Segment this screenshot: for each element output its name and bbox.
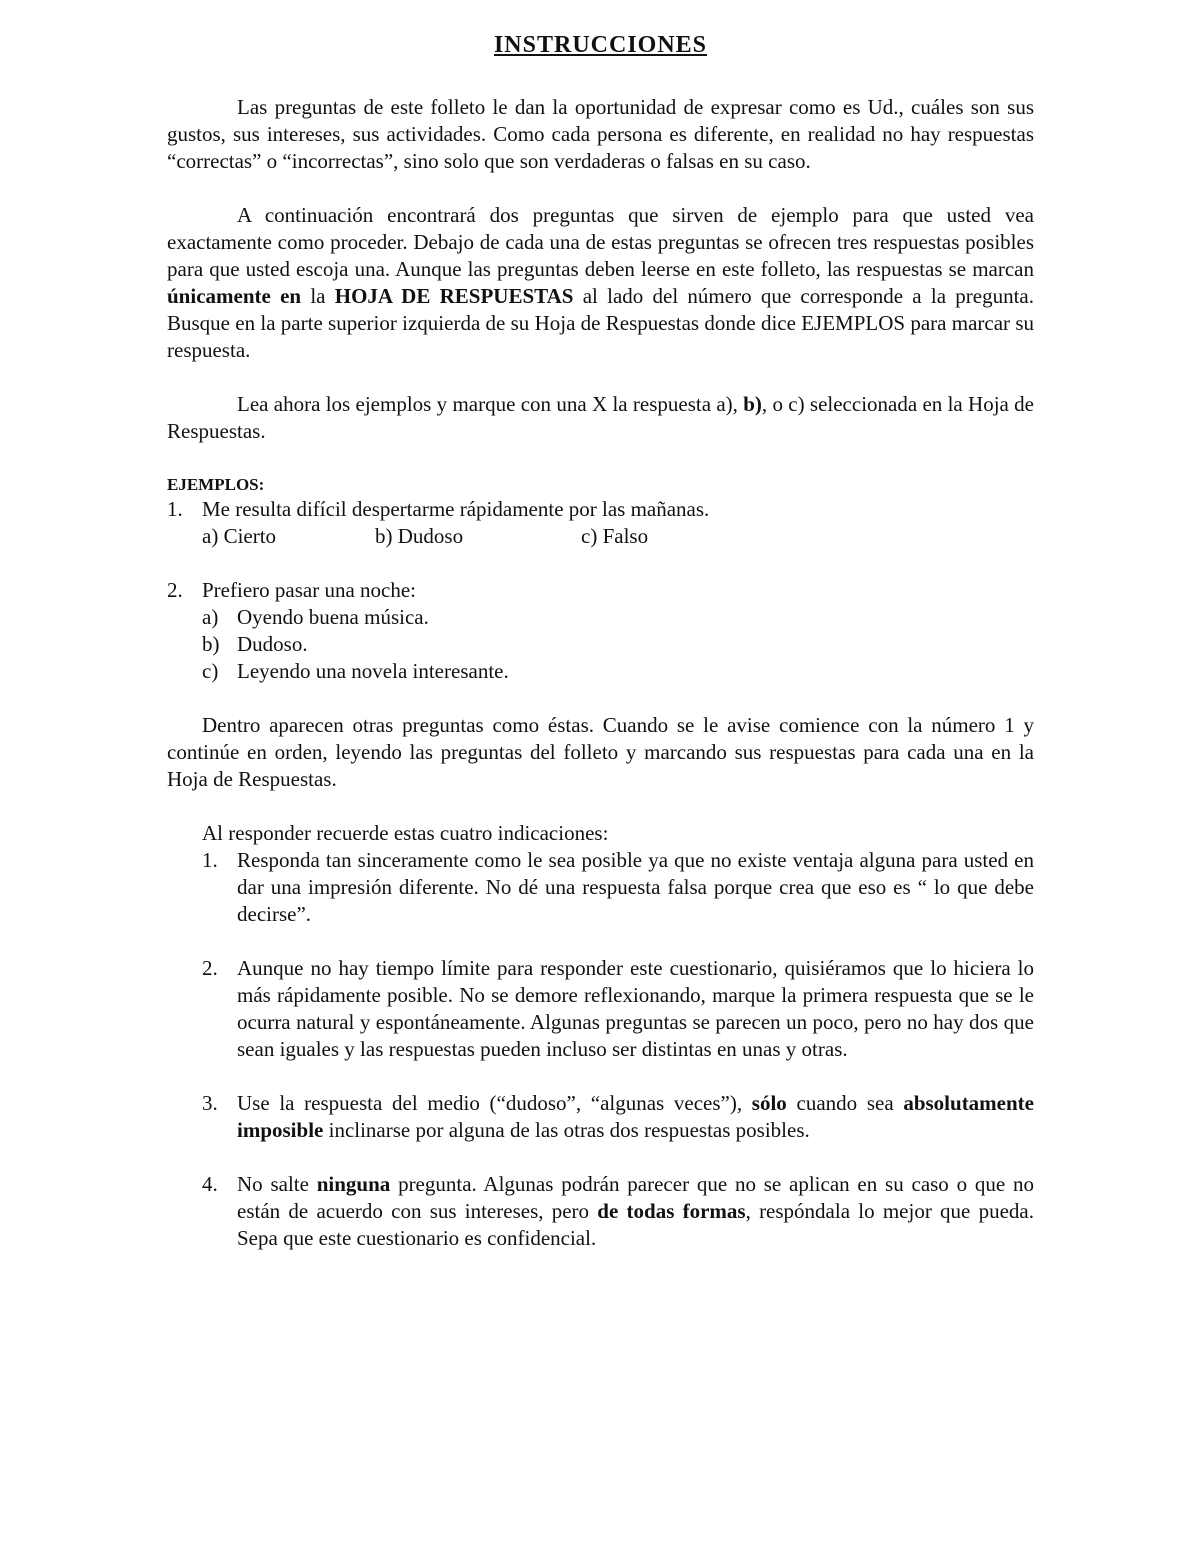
indications-list (167, 847, 1034, 1252)
indication-3-text-2: cuando sea (786, 1091, 904, 1115)
indication-3-bold-1: sólo (751, 1091, 787, 1115)
examples-heading: EJEMPLOS: (167, 475, 265, 494)
indication-4-bold-2: de todas formas (597, 1199, 746, 1223)
instructions-text-1: A continuación encontrará dos preguntas que sirven de ejemplo para que usted vea exactamente como proceder. Debajo de cada una de estas preguntas se ofrecen tres respuestas posibles para que usted escoja una. Aunque las preguntas deben leerse en este folleto, las respuestas se marcan (167, 203, 1034, 281)
option-letter: a) (202, 605, 219, 629)
indication-4-bold-1: ninguna (316, 1172, 391, 1196)
instructions-text-3: al lado del número que corresponde a la pregunta. Busque en la parte superior izquierda de su Hoja de Respuestas donde dice EJEMPLOS para marcar su respuesta. (167, 284, 1034, 362)
example-1-text: Me resulta difícil despertarme rápidamente por las mañanas. (202, 497, 710, 521)
option-letter: c) (202, 659, 219, 683)
example-1-option-c: c) Falso (581, 524, 649, 548)
indication-3 (167, 1090, 1034, 1144)
example-question-1 (167, 496, 1034, 550)
indication-text: Aunque no hay tiempo límite para responder este cuestionario, quisiéramos que lo hiciera lo más rápidamente posible. No se demore reflexionando, marque la primera respuesta que se le ocurra natural y espontáneamente. Algunas preguntas se parecen un poco, pero no hay dos que sean iguales y las respuestas pueden incluso ser distintas en unas y otras. (237, 956, 1034, 1061)
option-letter: b) (202, 632, 220, 656)
indication-4 (167, 1171, 1034, 1252)
read-examples-paragraph (167, 391, 1034, 445)
example-1-number: 1. (167, 497, 183, 521)
indication-number: 4. (202, 1172, 218, 1196)
indication-4-text-3: , respóndala lo mejor que pueda. Sepa que este cuestionario es confidencial. (237, 1199, 1034, 1250)
indication-number: 1. (202, 848, 218, 872)
example-2-text: Prefiero pasar una noche: (202, 578, 416, 602)
example-question-2 (167, 577, 1034, 685)
option-text: Leyendo una novela interesante. (237, 659, 509, 683)
indication-text (237, 1090, 1034, 1144)
recall-intro: Al responder recuerde estas cuatro indicaciones: (202, 821, 609, 845)
example-1-option-b: b) Dudoso (375, 524, 464, 548)
example-2-option-a (167, 604, 1034, 631)
example-2-option-b (167, 631, 1034, 658)
continue-paragraph: Dentro aparecen otras preguntas como éstas. Cuando se le avise comience con la número 1 y continúe en orden, leyendo las preguntas del folleto y marcando sus respuestas para cada una en la Hoja de Respuestas. (167, 713, 1034, 791)
instructions-paragraph (167, 202, 1034, 364)
indication-3-text-1: Use la respuesta del medio (“dudoso”, “algunas veces”), (237, 1091, 752, 1115)
example-2-option-c (167, 658, 1034, 685)
example-1-option-a: a) Cierto (202, 524, 277, 548)
option-text: Oyendo buena música. (237, 605, 429, 629)
indication-text (237, 1171, 1034, 1252)
indication-1 (167, 847, 1034, 928)
indication-number: 2. (202, 956, 218, 980)
example-2-number: 2. (167, 578, 183, 602)
instructions-bold-2: HOJA DE RESPUESTAS (334, 284, 574, 308)
indication-4-text-2: pregunta. Algunas podrán parecer que no se aplican en su caso o que no están de acuerdo con sus intereses, pero (237, 1172, 1034, 1223)
intro-paragraph: Las preguntas de este folleto le dan la oportunidad de expresar como es Ud., cuáles son sus gustos, sus intereses, sus actividades. Como cada persona es diferente, en realidad no hay respuestas “correctas” o “incorrectas”, sino solo que son verdaderas o falsas en su caso. (167, 95, 1034, 173)
page-title: INSTRUCCIONES (493, 32, 708, 58)
instructions-bold-1: únicamente en (167, 284, 302, 308)
indication-3-bold-2: absolutamente imposible (237, 1091, 1034, 1142)
indication-number: 3. (202, 1091, 218, 1115)
indication-3-text-3: inclinarse por alguna de las otras dos respuestas posibles. (323, 1118, 810, 1142)
indication-2 (167, 955, 1034, 1063)
read-examples-text-2: , o c) seleccionada en la Hoja de Respuestas. (167, 392, 1035, 443)
document-page (167, 30, 1034, 1252)
indication-text: Responda tan sinceramente como le sea posible ya que no existe ventaja alguna para usted en dar una impresión diferente. No dé una respuesta falsa porque crea que eso es “ lo que debe decirse”. (237, 848, 1034, 926)
instructions-text-2: la (301, 284, 335, 308)
option-text: Dudoso. (237, 632, 308, 656)
indication-4-text-1: No salte (237, 1172, 317, 1196)
read-examples-bold-1: b) (743, 392, 762, 416)
read-examples-text-1: Lea ahora los ejemplos y marque con una X la respuesta a), (237, 392, 744, 416)
